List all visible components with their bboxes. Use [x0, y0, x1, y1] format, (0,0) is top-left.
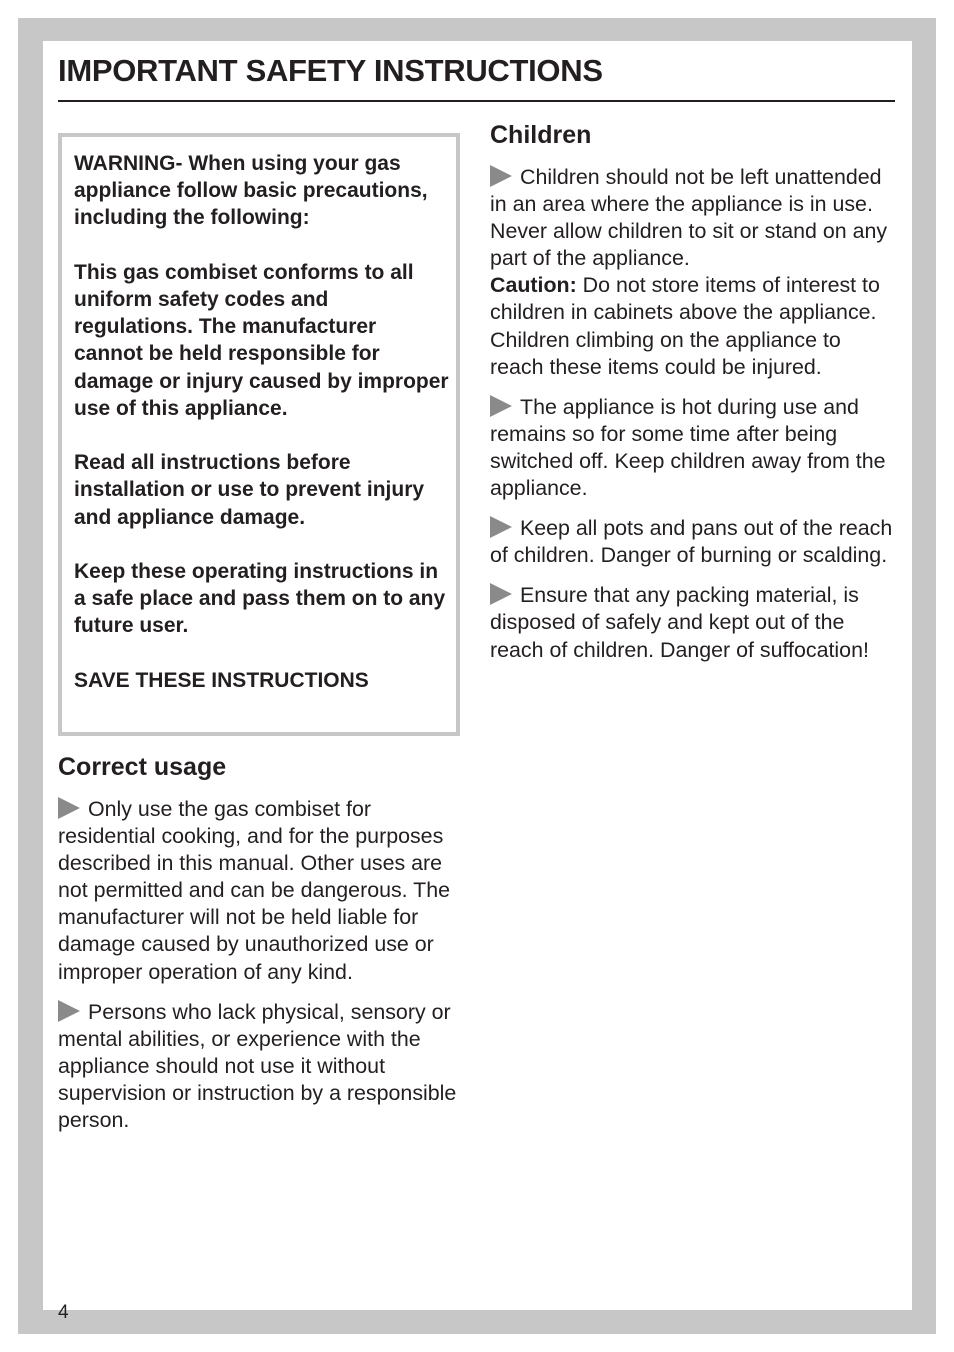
title-divider	[58, 100, 895, 102]
save-instructions-text: SAVE THESE INSTRUCTIONS	[74, 668, 369, 692]
triangle-arrow-right-icon	[58, 1000, 80, 1022]
warning-paragraph: WARNING- When using your gas appliance follow basic precautions, including the following:	[74, 152, 428, 230]
children-item	[490, 394, 895, 502]
correct-usage-heading: Correct usage	[58, 753, 227, 781]
warning-paragraph: Read all instructions before installation or use to prevent injury and appliance damage.	[74, 451, 425, 529]
correct-usage-section	[58, 750, 458, 1147]
triangle-arrow-right-icon	[490, 165, 512, 187]
correct-usage-item-text: Persons who lack physical, sensory or mental abilities, or experience with the appliance should not use it without supervision or instruction by a responsible person.	[58, 999, 457, 1133]
triangle-arrow-right-icon	[58, 797, 80, 819]
triangle-arrow-right-icon	[490, 516, 512, 538]
children-item	[490, 164, 895, 381]
caution-text: Do not store items of interest to children in cabinets above the appliance. Children climbing on the appliance to reach these items could be injured.	[490, 273, 880, 379]
children-item	[490, 582, 895, 663]
page-title: IMPORTANT SAFETY INSTRUCTIONS	[58, 53, 603, 88]
caution-label: Caution:	[490, 273, 577, 298]
children-heading: Children	[490, 121, 592, 149]
children-item-text: Keep all pots and pans out of the reach of children. Danger of burning or scalding.	[490, 516, 893, 568]
triangle-arrow-right-icon	[490, 395, 512, 417]
page-number: 4	[58, 1302, 69, 1323]
correct-usage-item-text: Only use the gas combiset for residential cooking, and for the purposes described in this manual. Other uses are not permitted and can be dangerous. The manufacturer will not be held liable for damage caused by unauthorized use or improper operation of any kind.	[58, 797, 451, 984]
children-item-text: The appliance is hot during use and remains so for some time after being switched off. Keep children away from the appliance.	[490, 394, 886, 501]
warning-box-content	[74, 150, 450, 694]
correct-usage-item	[58, 796, 458, 986]
children-item	[490, 515, 895, 569]
children-item-text: Ensure that any packing material, is disposed of safely and kept out of the reach of children. Danger of suffocation!	[490, 583, 869, 662]
children-section	[490, 118, 895, 677]
children-item-text: Children should not be left unattended in an area where the appliance is in use. Never allow children to sit or stand on any part of the appliance.	[490, 165, 888, 271]
warning-paragraph: This gas combiset conforms to all uniform safety codes and regulations. The manufacturer cannot be held responsible for damage or injury caused by improper use of this appliance.	[74, 260, 449, 420]
correct-usage-item	[58, 999, 458, 1134]
warning-paragraph: Keep these operating instructions in a safe place and pass them on to any future user.	[74, 560, 446, 638]
triangle-arrow-right-icon	[490, 583, 512, 605]
